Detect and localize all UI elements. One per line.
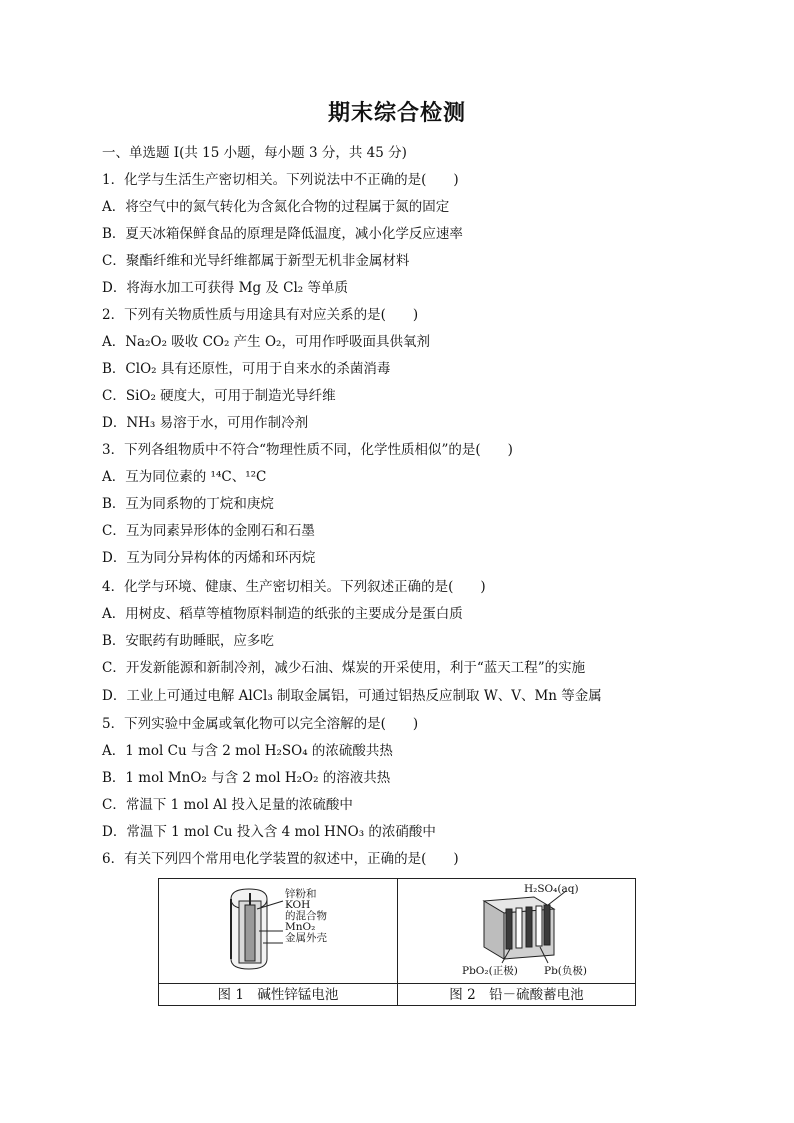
option-line: A．将空气中的氮气转化为含氮化合物的过程属于氮的固定 [102,199,450,215]
option-line: B．安眠药有助睡眠，应多吃 [102,633,274,649]
fig1-label: 的混合物 [285,910,327,922]
figure-2-caption: 图 2 铅－硫酸蓄电池 [449,987,584,1003]
figure-1-diagram [159,879,397,983]
figure-table [158,878,636,1006]
page-title: 期末综合检测 [327,100,466,126]
section-heading: 一、单选题 I(共 15 小题，每小题 3 分，共 45 分) [102,145,407,161]
option-line: C．SiO₂ 硬度大，可用于制造光导纤维 [102,388,336,404]
question-line: 4．化学与环境、健康、生产密切相关。下列叙述正确的是( ) [102,579,486,595]
question-line: 2．下列有关物质性质与用途具有对应关系的是( ) [102,307,419,323]
option-line: D．工业上可通过电解 AlCl₃ 制取金属铝，可通过铝热反应制取 W、V、Mn 等金属 [102,688,602,704]
option-line: D．NH₃ 易溶于水，可用作制冷剂 [102,415,309,431]
option-line: B．ClO₂ 具有还原性，可用于自来水的杀菌消毒 [102,361,391,377]
option-line: C．聚酯纤维和光导纤维都属于新型无机非金属材料 [102,253,410,269]
fig2-label-anode: Pb(负极) [544,965,587,977]
table-divider [159,983,635,984]
option-line: A．Na₂O₂ 吸收 CO₂ 产生 O₂，可用作呼吸面具供氧剂 [102,334,430,350]
option-line: A．互为同位素的 ¹⁴C、¹²C [102,469,267,485]
option-line: B．1 mol MnO₂ 与含 2 mol H₂O₂ 的溶液共热 [102,770,391,786]
option-line: D．将海水加工可获得 Mg 及 Cl₂ 等单质 [102,280,349,296]
option-line: C．互为同素异形体的金刚石和石墨 [102,523,315,539]
fig2-label-electrolyte: H₂SO₄(aq) [524,883,579,895]
option-line: D．互为同分异构体的丙烯和环丙烷 [102,550,316,566]
figure-1-caption: 图 1 碱性锌锰电池 [217,987,339,1003]
question-line: 1．化学与生活生产密切相关。下列说法中不正确的是( ) [102,172,459,188]
figure-2-diagram [398,879,635,983]
question-line: 5．下列实验中金属或氧化物可以完全溶解的是( ) [102,716,419,732]
option-line: B．互为同系物的丁烷和庚烷 [102,496,274,512]
alkaline-battery-illustration [159,879,397,983]
option-line: A．1 mol Cu 与含 2 mol H₂SO₄ 的浓硫酸共热 [102,743,393,759]
fig1-label: KOH [285,899,311,911]
option-line: A．用树皮、稻草等植物原料制造的纸张的主要成分是蛋白质 [102,606,463,622]
fig2-label-cathode: PbO₂(正极) [462,965,518,977]
question-line: 6．有关下列四个常用电化学装置的叙述中，正确的是( ) [102,851,459,867]
option-line: C．常温下 1 mol Al 投入足量的浓硫酸中 [102,797,353,813]
question-line: 3．下列各组物质中不符合“物理性质不同，化学性质相似”的是( ) [102,442,513,458]
fig1-label: MnO₂ [285,921,316,933]
fig1-label: 锌粉和 [285,888,317,900]
option-line: C．开发新能源和新制冷剂，减少石油、煤炭的开采使用，利于“蓝天工程”的实施 [102,660,586,676]
fig1-label: 金属外壳 [285,932,327,944]
option-line: D．常温下 1 mol Cu 投入含 4 mol HNO₃ 的浓硝酸中 [102,824,436,840]
option-line: B．夏天冰箱保鲜食品的原理是降低温度，减小化学反应速率 [102,226,463,242]
